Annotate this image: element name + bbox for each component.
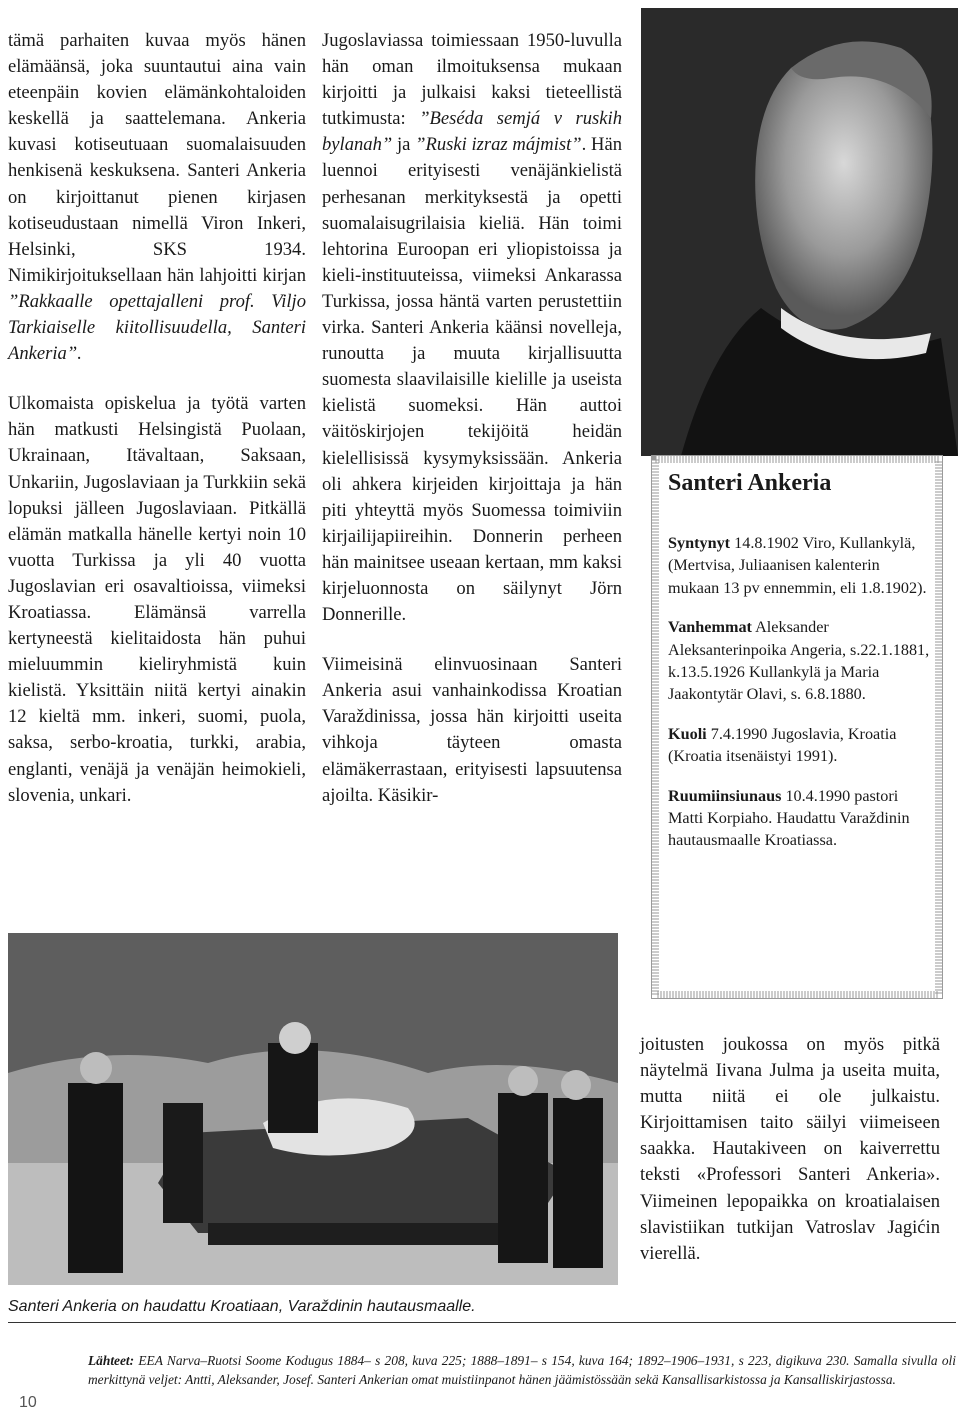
page-number: 10	[19, 1394, 37, 1411]
text-run: . Hän luennoi erityisesti venäjänkielistä perhesanan merkityksestä ja opetti suomalaisugrilaisia kieliä. Hän toimi lehtorina Euroopan eri yliopistoissa ja kieli-instituuteissa, viimeksi Ankarassa Turkissa, jossa häntä varten perustettiin virka. Santeri Ankeria käänsi novelleja, runoutta ja muuta kirjallisuutta suomesta slaavilaisille kielille ja useista kielistä suomeksi. Hän auttoi väitöskirjojen tekijöitä heidän kielellisissä kysymyksissään. Ankeria oli ahkera kirjeiden kirjoittaja ja hän piti yhteyttä myös Suomessa toimiviin kirjailijapiireihin. Donnerin perheen hän mainitsee useaan kertaan, mm kaksi kirjeluonnosta on säilynyt Jörn Donnerille.	[322, 134, 627, 626]
paragraph: Viimeisinä elinvuosinaan Santeri Ankeria asui vanhainkodissa Kroatian Varaždinissa, jossa hän kirjoitti useita vihkoja täyteen omasta elämäkerrastaan, erityisesti lapsuutensa ajoilta. Käsikir-	[322, 654, 622, 806]
biography-infobox	[651, 455, 943, 999]
portrait-photo	[641, 8, 958, 456]
italic-text-run: ”Beséda semjá v ruskih bylanah”	[322, 108, 627, 156]
entry-text: 10.4.1990 pastori Matti Korpiaho. Haudattu Varaždinin hautausmaalle Kroatiassa.	[668, 786, 914, 850]
funeral-photo	[8, 933, 618, 1285]
sources-text: EEA Narva–Ruotsi Soome Kodugus 1884– s 208, kuva 225; 1888–1891– s 154, kuva 164; 1892–1906–1931, s 223, digikuva 230. Samalla sivulla oli merkittynä veljet: Antti, Aleksander, Josef. Santeri Ankerian omat muistiinpanot hänen jäämistössään sekä Kansallisarkistossa ja Kansalliskirjastossa.	[88, 1353, 960, 1387]
infobox-title: Santeri Ankeria	[668, 470, 832, 496]
sources-footnote	[88, 1351, 960, 1389]
photo-caption: Santeri Ankeria on haudattu Kroatiaan, Varaždinin hautausmaalle.	[8, 1298, 476, 1315]
italic-text-run: ”Rakkaalle opettajalleni prof. Viljo Tarkiaiselle kiitollisuudella, Santeri Ankeria”.	[8, 290, 311, 365]
infobox-entry-born	[668, 532, 930, 599]
text-run: Jugoslaviassa toimiessaan 1950-luvulla hän oman ilmoituksensa mukaan kirjoitti ja julkaisi kaksi tieteellistä tutkimusta:	[322, 30, 627, 130]
infobox-entry-parents	[668, 616, 934, 706]
entry-text: Aleksander Aleksanterinpoika Angeria, s.22.1.1881, k.13.5.1926 Kullankylä ja Maria Jaakontytär Olavi, s. 6.8.1880.	[668, 618, 934, 704]
paragraph: Ulkomaista opiskelua ja työtä varten hän matkusti Helsingistä Puolaan, Ukrainaan, Itävaltaan, Saksaan, Unkariin, Jugoslaviaan ja Turkkiin sekä lopuksi jälleen Jugoslaviaan. Pitkällä elämän matkalla hänelle kertyi noin 10 vuotta Turkissa ja yli 40 vuotta Jugoslavian eri osavaltioissa, viimeksi Kroatiassa. Elämänsä varrella kertyneestä kielitaidosta hän puhui mieluummin kieliryhmistä kuin kielistä. Yksittäin niitä kertyi ainakin 12 kieltä mm. inkeri, suomi, puola, saksa, serbo-kroatia, turkki, arabia, englanti, venäjä ja venäjän heimokieli, slovenia, unkari.	[8, 393, 306, 806]
entry-text: 7.4.1990 Jugoslavia, Kroatia (Kroatia itsenäistyi 1991).	[668, 724, 901, 766]
entry-text: 14.8.1902 Viro, Kullankylä, (Mertvisa, Juliaanisen kalenterin mukaan 13 pv ennemmin, eli 1.8.1902).	[668, 534, 927, 597]
funeral-illustration	[8, 933, 618, 1285]
paragraph	[322, 28, 627, 628]
text-column-3	[640, 1032, 940, 1267]
infobox-entry-funeral	[668, 785, 930, 852]
text-run: tämä parhaiten kuvaa myös hänen elämäänsä, joka suuntautui aina vain eteenpäin kovien elämänkohtaloiden keskellä ja saattelemana. Ankeria kuvasi kotiseutuaan suomalaisuuden henkisenä keskuksena. Santeri Ankeria on kirjoittanut pienen kirjasen kotiseudustaan nimellä Viron Inkeri, Helsinki, SKS 1934. Nimikirjoituksellaan hän lahjoitti kirjan	[8, 30, 311, 286]
text-run: ja	[392, 134, 416, 156]
footer-divider	[8, 1322, 956, 1323]
paragraph	[8, 28, 311, 367]
text-column-1	[8, 28, 311, 809]
entry-label: Syntynyt	[668, 534, 731, 552]
portrait-illustration	[641, 8, 958, 456]
infobox-entry-died	[668, 723, 930, 768]
text-column-2	[322, 28, 627, 809]
entry-label: Vanhemmat	[668, 618, 752, 637]
entry-label: Kuoli	[668, 724, 707, 743]
sources-label: Lähteet:	[88, 1353, 135, 1368]
italic-text-run: ”Ruski izraz májmist”	[415, 134, 582, 156]
paragraph: joitusten joukossa on myös pitkä näytelmä Iivana Julma ja useita muita, mutta niitä ei ole julkaistu. Kirjoittamisen taito säilyi viimeiseen saakka. Hautakiveen on kaiverrettu teksti «Professori Santeri Ankeria». Viimeinen lepopaikka on kroatialaisen slavistiikan tutkijan Vatroslav Jagićin vierellä.	[640, 1034, 940, 1264]
entry-label: Ruumiinsiunaus	[668, 786, 782, 805]
